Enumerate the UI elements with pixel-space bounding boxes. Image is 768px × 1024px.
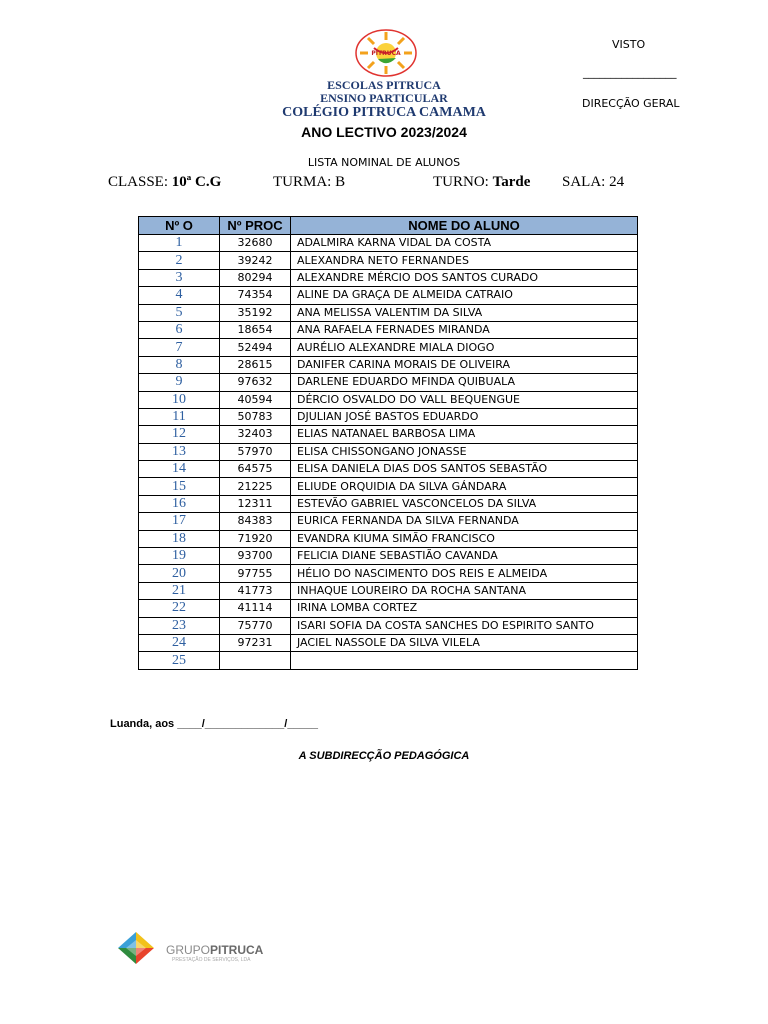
row-process-number: 18654 (220, 321, 291, 338)
table-row (139, 426, 638, 443)
row-number: 22 (139, 600, 220, 617)
student-table (138, 216, 638, 670)
row-process-number: 40594 (220, 391, 291, 408)
row-process-number: 52494 (220, 339, 291, 356)
row-process-number: 35192 (220, 304, 291, 321)
row-student-name: ADALMIRA KARNA VIDAL DA COSTA (291, 235, 638, 252)
row-number: 24 (139, 634, 220, 651)
table-row (139, 513, 638, 530)
school-line-1: ESCOLAS PITRUCA (327, 78, 441, 92)
row-process-number: 41773 (220, 582, 291, 599)
header-processo: Nº PROC (220, 217, 291, 235)
row-student-name: ALEXANDRA NETO FERNANDES (291, 252, 638, 269)
row-process-number: 80294 (220, 269, 291, 286)
signature-line: _________________ (583, 66, 677, 79)
table-header-row (139, 217, 638, 235)
row-process-number: 74354 (220, 287, 291, 304)
row-process-number: 97231 (220, 634, 291, 651)
row-process-number: 32680 (220, 235, 291, 252)
row-process-number: 84383 (220, 513, 291, 530)
table-row (139, 287, 638, 304)
table-row (139, 600, 638, 617)
row-number: 20 (139, 565, 220, 582)
row-process-number: 41114 (220, 600, 291, 617)
table-row (139, 652, 638, 669)
row-student-name: ELISA CHISSONGANO JONASSE (291, 443, 638, 460)
table-row (139, 374, 638, 391)
turma-field (273, 174, 345, 191)
row-student-name: JACIEL NASSOLE DA SILVA VILELA (291, 634, 638, 651)
row-number: 23 (139, 617, 220, 634)
row-student-name: DARLENE EDUARDO MFINDA QUIBUALA (291, 374, 638, 391)
row-number: 17 (139, 513, 220, 530)
grupo-brand: PITRUCA (210, 943, 264, 957)
row-student-name: ELIAS NATANAEL BARBOSA LIMA (291, 426, 638, 443)
row-number: 9 (139, 374, 220, 391)
row-process-number: 32403 (220, 426, 291, 443)
turno-value: Tarde (492, 174, 531, 190)
table-row (139, 252, 638, 269)
sala-field (562, 174, 624, 191)
grupo-name (166, 943, 263, 957)
row-student-name (291, 652, 638, 669)
row-student-name: DANIFER CARINA MORAIS DE OLIVEIRA (291, 356, 638, 373)
row-process-number (220, 652, 291, 669)
row-student-name: IRINA LOMBA CORTEZ (291, 600, 638, 617)
row-student-name: AURÉLIO ALEXANDRE MIALA DIOGO (291, 339, 638, 356)
row-process-number: 97755 (220, 565, 291, 582)
row-student-name: EURICA FERNANDA DA SILVA FERNANDA (291, 513, 638, 530)
table-row (139, 269, 638, 286)
row-process-number: 50783 (220, 408, 291, 425)
table-row (139, 461, 638, 478)
row-number: 12 (139, 426, 220, 443)
table-row (139, 443, 638, 460)
row-process-number: 93700 (220, 548, 291, 565)
row-process-number: 71920 (220, 530, 291, 547)
table-row (139, 408, 638, 425)
row-student-name: ELIUDE ORQUIDIA DA SILVA GÁNDARA (291, 478, 638, 495)
sala-value: 24 (609, 174, 625, 190)
grupo-prefix: GRUPO (166, 943, 211, 957)
logo-text: PITRUCA (371, 50, 401, 57)
row-number: 7 (139, 339, 220, 356)
table-row (139, 478, 638, 495)
row-number: 1 (139, 235, 220, 252)
row-process-number: 21225 (220, 478, 291, 495)
row-student-name: INHAQUE LOUREIRO DA ROCHA SANTANA (291, 582, 638, 599)
turma-label: TURMA: (273, 174, 332, 190)
header-nome: NOME DO ALUNO (291, 217, 638, 235)
table-row (139, 634, 638, 651)
classe-label: CLASSE: (108, 174, 169, 190)
row-number: 3 (139, 269, 220, 286)
table-row (139, 339, 638, 356)
visto-label: VISTO (612, 38, 646, 51)
row-process-number: 39242 (220, 252, 291, 269)
row-student-name: DJULIAN JOSÉ BASTOS EDUARDO (291, 408, 638, 425)
row-process-number: 64575 (220, 461, 291, 478)
subdireccao-label: A SUBDIRECÇÃO PEDAGÓGICA (298, 750, 470, 762)
row-process-number: 12311 (220, 495, 291, 512)
table-row (139, 321, 638, 338)
row-process-number: 75770 (220, 617, 291, 634)
turno-field (433, 174, 530, 191)
row-student-name: DÉRCIO OSVALDO DO VALL BEQUENGUE (291, 391, 638, 408)
row-number: 11 (139, 408, 220, 425)
list-title: LISTA NOMINAL DE ALUNOS (307, 156, 461, 169)
row-number: 15 (139, 478, 220, 495)
row-number: 10 (139, 391, 220, 408)
row-number: 5 (139, 304, 220, 321)
academic-year: ANO LECTIVO 2023/2024 (301, 124, 467, 140)
row-number: 18 (139, 530, 220, 547)
row-number: 4 (139, 287, 220, 304)
row-number: 13 (139, 443, 220, 460)
table-row (139, 565, 638, 582)
classe-value: 10ª C.G (171, 174, 222, 190)
school-logo (350, 28, 422, 78)
grupo-subtitle: PRESTAÇÃO DE SERVIÇOS, LDA (172, 957, 251, 963)
turno-label: TURNO: (433, 174, 489, 190)
row-student-name: ANA MELISSA VALENTIM DA SILVA (291, 304, 638, 321)
place-date-line: Luanda, aos ____/_____________/_____ (110, 718, 318, 730)
table-row (139, 495, 638, 512)
row-student-name: EVANDRA KIUMA SIMÃO FRANCISCO (291, 530, 638, 547)
row-number: 14 (139, 461, 220, 478)
table-row (139, 617, 638, 634)
table-row (139, 548, 638, 565)
table-row (139, 356, 638, 373)
row-student-name: ALINE DA GRAÇA DE ALMEIDA CATRAIO (291, 287, 638, 304)
grupo-logo (116, 928, 164, 968)
table-row (139, 530, 638, 547)
table-row (139, 235, 638, 252)
sala-label: SALA: (562, 174, 606, 190)
direccao-geral-label: DIRECÇÃO GERAL (582, 97, 680, 110)
row-number: 19 (139, 548, 220, 565)
header-numero: Nº O (139, 217, 220, 235)
row-number: 6 (139, 321, 220, 338)
school-name: COLÉGIO PITRUCA CAMAMA (282, 105, 486, 120)
row-process-number: 97632 (220, 374, 291, 391)
row-student-name: ELISA DANIELA DIAS DOS SANTOS SEBASTÃO (291, 461, 638, 478)
row-number: 2 (139, 252, 220, 269)
row-student-name: ESTEVÃO GABRIEL VASCONCELOS DA SILVA (291, 495, 638, 512)
row-number: 8 (139, 356, 220, 373)
row-number: 21 (139, 582, 220, 599)
row-student-name: ANA RAFAELA FERNADES MIRANDA (291, 321, 638, 338)
row-process-number: 28615 (220, 356, 291, 373)
table-row (139, 391, 638, 408)
table-row (139, 304, 638, 321)
turma-value: B (335, 174, 346, 190)
row-student-name: ISARI SOFIA DA COSTA SANCHES DO ESPIRITO SANTO (291, 617, 638, 634)
table-row (139, 582, 638, 599)
row-process-number: 57970 (220, 443, 291, 460)
row-number: 25 (139, 652, 220, 669)
row-student-name: HÉLIO DO NASCIMENTO DOS REIS E ALMEIDA (291, 565, 638, 582)
classe-field (108, 174, 221, 191)
school-line-2: ENSINO PARTICULAR (320, 91, 448, 105)
row-student-name: FELICIA DIANE SEBASTIÃO CAVANDA (291, 548, 638, 565)
row-number: 16 (139, 495, 220, 512)
row-student-name: ALEXANDRE MÉRCIO DOS SANTOS CURADO (291, 269, 638, 286)
